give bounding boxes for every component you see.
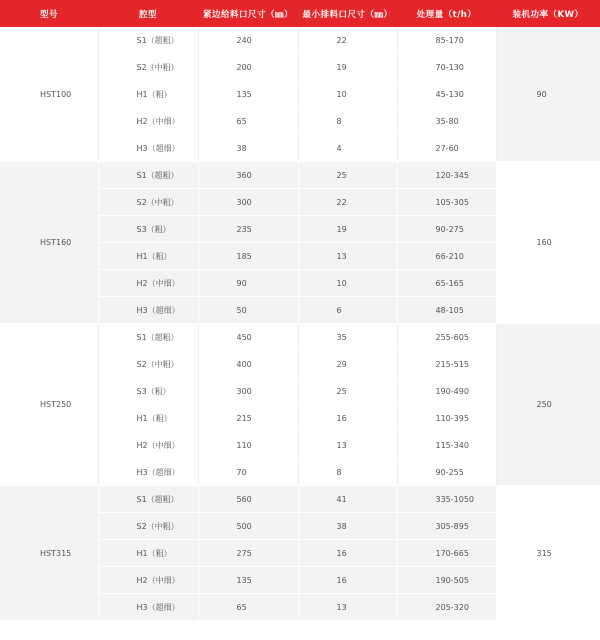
- cell-capacity: 305-895: [397, 513, 496, 540]
- cell-min-discharge: 16: [298, 540, 397, 567]
- header-feed-opening: 紧边给料口尺寸（㎜）: [198, 0, 298, 27]
- cell-feed-opening: 38: [198, 135, 298, 162]
- cell-model: HST100: [0, 27, 98, 162]
- cell-min-discharge: 16: [298, 405, 397, 432]
- cell-feed-opening: 360: [198, 162, 298, 189]
- cell-capacity: 110-395: [397, 405, 496, 432]
- cell-capacity: 27-60: [397, 135, 496, 162]
- cell-min-discharge: 29: [298, 351, 397, 378]
- cell-feed-opening: 235: [198, 216, 298, 243]
- cell-feed-opening: 200: [198, 54, 298, 81]
- cell-power: 315: [496, 486, 600, 621]
- cell-min-discharge: 8: [298, 108, 397, 135]
- cell-cavity: H3（超细）: [98, 135, 198, 162]
- cell-min-discharge: 19: [298, 54, 397, 81]
- cell-min-discharge: 4: [298, 135, 397, 162]
- cell-feed-opening: 50: [198, 297, 298, 324]
- cell-feed-opening: 400: [198, 351, 298, 378]
- cell-capacity: 215-515: [397, 351, 496, 378]
- cell-capacity: 45-130: [397, 81, 496, 108]
- cell-capacity: 48-105: [397, 297, 496, 324]
- cell-cavity: S1（超粗）: [98, 162, 198, 189]
- cell-capacity: 90-255: [397, 459, 496, 486]
- cell-cavity: S2（中粗）: [98, 189, 198, 216]
- cell-feed-opening: 65: [198, 594, 298, 621]
- cell-cavity: S2（中粗）: [98, 513, 198, 540]
- cell-capacity: 90-275: [397, 216, 496, 243]
- cell-min-discharge: 6: [298, 297, 397, 324]
- header-power: 装机功率（KW）: [496, 0, 600, 27]
- cell-min-discharge: 16: [298, 567, 397, 594]
- cell-cavity: S1（超粗）: [98, 486, 198, 513]
- cell-min-discharge: 8: [298, 459, 397, 486]
- cell-model: HST315: [0, 486, 98, 621]
- cell-min-discharge: 10: [298, 270, 397, 297]
- cell-feed-opening: 185: [198, 243, 298, 270]
- cell-min-discharge: 10: [298, 81, 397, 108]
- cell-capacity: 115-340: [397, 432, 496, 459]
- cell-power: 90: [496, 27, 600, 162]
- cell-min-discharge: 13: [298, 432, 397, 459]
- cell-cavity: H1（粗）: [98, 405, 198, 432]
- cell-cavity: H1（粗）: [98, 540, 198, 567]
- model-group: [0, 486, 600, 621]
- cell-feed-opening: 560: [198, 486, 298, 513]
- header-capacity: 处理量（t/h）: [397, 0, 496, 27]
- cell-cavity: H2（中细）: [98, 270, 198, 297]
- cell-power: 160: [496, 162, 600, 324]
- cell-capacity: 85-170: [397, 27, 496, 54]
- cell-feed-opening: 500: [198, 513, 298, 540]
- table-row: [0, 162, 600, 189]
- cell-capacity: 65-165: [397, 270, 496, 297]
- cell-cavity: H2（中细）: [98, 567, 198, 594]
- cell-capacity: 190-505: [397, 567, 496, 594]
- cell-min-discharge: 22: [298, 27, 397, 54]
- model-group: [0, 324, 600, 486]
- cell-min-discharge: 25: [298, 378, 397, 405]
- cell-feed-opening: 450: [198, 324, 298, 351]
- cell-min-discharge: 22: [298, 189, 397, 216]
- cell-capacity: 105-305: [397, 189, 496, 216]
- model-group: [0, 27, 600, 162]
- header-model: 型号: [0, 0, 98, 27]
- header-min-discharge: 最小排料口尺寸（㎜）: [298, 0, 397, 27]
- cell-cavity: S1（超粗）: [98, 27, 198, 54]
- cell-cavity: S2（中粗）: [98, 351, 198, 378]
- cell-cavity: H3（超细）: [98, 459, 198, 486]
- cell-cavity: H3（超细）: [98, 297, 198, 324]
- cell-capacity: 120-345: [397, 162, 496, 189]
- cell-cavity: H3（超细）: [98, 594, 198, 621]
- cell-capacity: 190-490: [397, 378, 496, 405]
- cell-capacity: 335-1050: [397, 486, 496, 513]
- cell-min-discharge: 25: [298, 162, 397, 189]
- cell-capacity: 170-665: [397, 540, 496, 567]
- cell-feed-opening: 300: [198, 378, 298, 405]
- cell-feed-opening: 275: [198, 540, 298, 567]
- cell-feed-opening: 135: [198, 81, 298, 108]
- cell-min-discharge: 13: [298, 243, 397, 270]
- cell-cavity: H1（粗）: [98, 81, 198, 108]
- cell-feed-opening: 300: [198, 189, 298, 216]
- cell-cavity: S3（粗）: [98, 216, 198, 243]
- cell-min-discharge: 19: [298, 216, 397, 243]
- cell-min-discharge: 13: [298, 594, 397, 621]
- table-row: [0, 486, 600, 513]
- cell-cavity: S3（粗）: [98, 378, 198, 405]
- cell-feed-opening: 90: [198, 270, 298, 297]
- cell-cavity: H2（中细）: [98, 108, 198, 135]
- cell-capacity: 35-80: [397, 108, 496, 135]
- cell-feed-opening: 215: [198, 405, 298, 432]
- cell-feed-opening: 70: [198, 459, 298, 486]
- cell-cavity: H1（粗）: [98, 243, 198, 270]
- table-row: [0, 27, 600, 54]
- cell-capacity: 255-605: [397, 324, 496, 351]
- cell-feed-opening: 65: [198, 108, 298, 135]
- cell-capacity: 66-210: [397, 243, 496, 270]
- cell-feed-opening: 240: [198, 27, 298, 54]
- cell-model: HST160: [0, 162, 98, 324]
- cell-min-discharge: 38: [298, 513, 397, 540]
- header-cavity: 腔型: [98, 0, 198, 27]
- header-row: [0, 0, 600, 27]
- table-row: [0, 324, 600, 351]
- table-header: [0, 0, 600, 27]
- cell-cavity: H2（中细）: [98, 432, 198, 459]
- cell-feed-opening: 110: [198, 432, 298, 459]
- cell-capacity: 205-320: [397, 594, 496, 621]
- cell-min-discharge: 41: [298, 486, 397, 513]
- cell-model: HST250: [0, 324, 98, 486]
- cell-feed-opening: 135: [198, 567, 298, 594]
- cell-cavity: S1（超粗）: [98, 324, 198, 351]
- cell-capacity: 70-130: [397, 54, 496, 81]
- cell-min-discharge: 35: [298, 324, 397, 351]
- model-group: [0, 162, 600, 324]
- cell-cavity: S2（中粗）: [98, 54, 198, 81]
- cell-power: 250: [496, 324, 600, 486]
